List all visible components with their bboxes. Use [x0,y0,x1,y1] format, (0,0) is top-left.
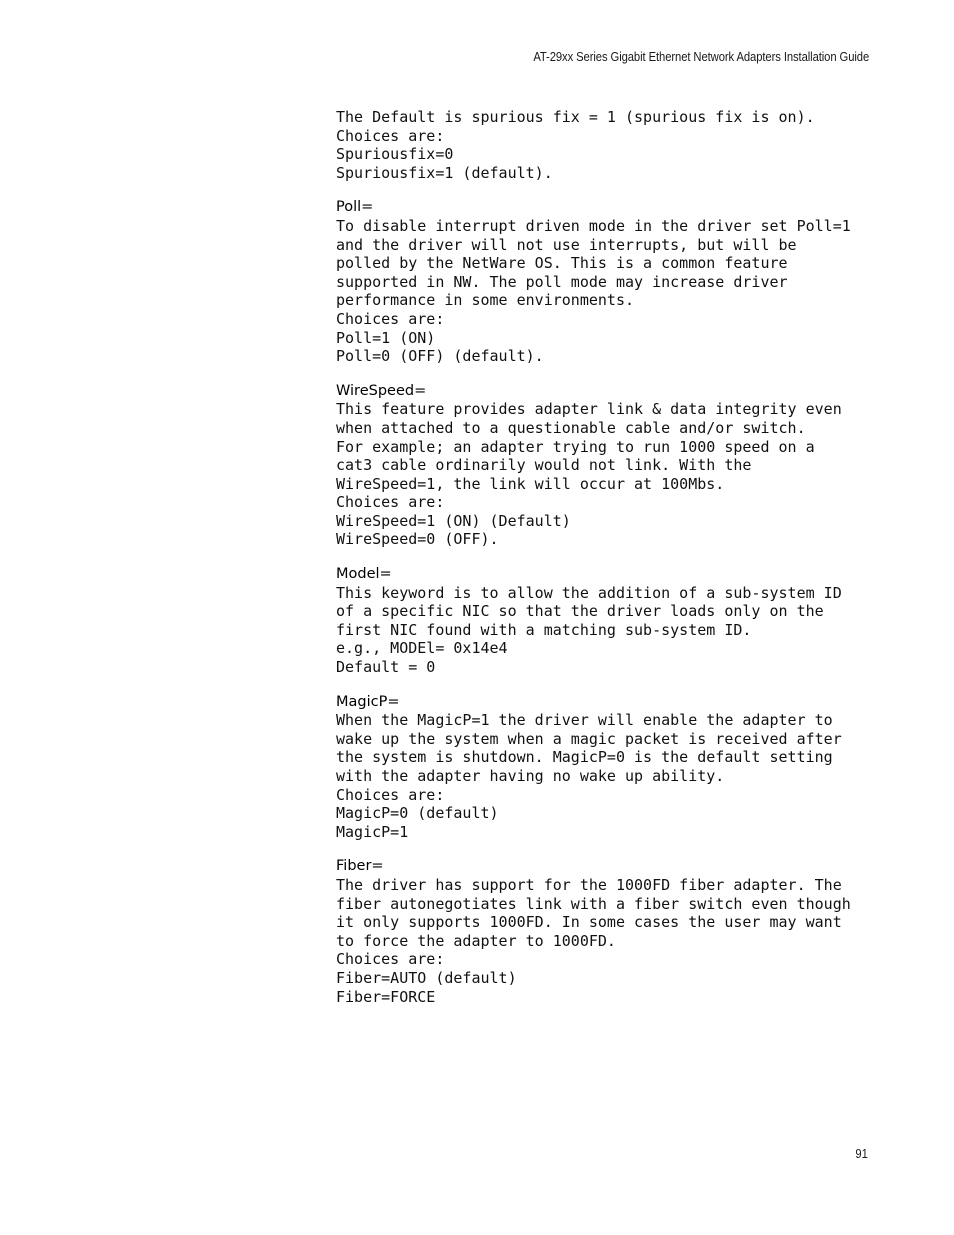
body-line: WireSpeed=0 (OFF). [336,530,499,549]
magicp-section [336,693,896,842]
page-number: 91 [855,1147,868,1161]
body-line: e.g., MODEl= 0x14e4 [336,639,508,658]
body-line: with the adapter having no wake up ability. [336,767,725,785]
wirespeed-section [336,382,896,549]
body-line: fiber autonegotiates link with a fiber switch even though [336,894,851,913]
body-line: it only supports 1000FD. In some cases the user may want [336,913,842,932]
fiber-section [336,857,896,1006]
body-line: wake up the system when a magic packet is received after [336,729,842,748]
body-line: To disable interrupt driven mode in the driver set Poll=1 [336,216,851,235]
body-line: This feature provides adapter link & data integrity even [336,400,842,419]
body-line: This keyword is to allow the addition of a sub-system ID [336,583,842,602]
body-line: Choices are: [336,493,445,512]
body-line: Default = 0 [336,658,436,677]
body-line: to force the adapter to 1000FD. [336,931,616,950]
body-line: supported in NW. The poll mode may increase driver [336,272,788,291]
body-line: MagicP=1 [336,822,409,841]
body-line: Choices are: [336,785,445,804]
body-line: Spuriousfix=0 [336,145,454,164]
section-heading-model: Model= [336,566,392,583]
body-line: Spuriousfix=1 (default). [336,163,553,182]
body-line: of a specific NIC so that the driver loads only on the [336,602,824,621]
body-line: Choices are: [336,126,445,145]
body-line: the system is shutdown. MagicP=0 is the default setting [336,748,833,767]
body-line: Poll=1 (ON) [336,328,436,347]
body-line: WireSpeed=1, the link will occur at 100Mbs. [336,474,725,493]
section-heading-magicp: MagicP= [336,693,400,710]
body-line: When the MagicP=1 the driver will enable the adapter to [336,711,833,730]
document-body [336,108,896,1022]
body-line: cat3 cable ordinarily would not link. With the [336,456,752,475]
poll-section [336,198,896,365]
body-line: polled by the NetWare OS. This is a common feature [336,254,788,273]
body-line: WireSpeed=1 (ON) (Default) [336,511,571,530]
body-line: when attached to a questionable cable and/or switch. [336,418,806,437]
section-heading-poll: Poll= [336,199,374,216]
spuriousfix-block [336,108,896,182]
body-line: performance in some environments. [336,291,635,310]
body-line: Fiber=FORCE [336,987,436,1006]
body-line: Fiber=AUTO (default) [336,968,517,987]
body-line: and the driver will not use interrupts, but will be [336,235,797,254]
body-line: Choices are: [336,950,445,969]
model-section [336,565,896,677]
running-header: AT-29xx Series Gigabit Ethernet Network Adapters Installation Guide [533,50,869,64]
body-line: Choices are: [336,309,445,328]
body-line: MagicP=0 (default) [336,804,499,823]
body-line: The driver has support for the 1000FD fiber adapter. The [336,875,842,894]
body-line: For example; an adapter trying to run 1000 speed on a [336,437,815,456]
section-heading-fiber: Fiber= [336,858,384,875]
body-line: Poll=0 (OFF) (default). [336,347,544,366]
body-line: first NIC found with a matching sub-system ID. [336,620,752,639]
section-heading-wirespeed: WireSpeed= [336,382,427,399]
body-line: The Default is spurious fix = 1 (spurious fix is on). [336,108,815,126]
